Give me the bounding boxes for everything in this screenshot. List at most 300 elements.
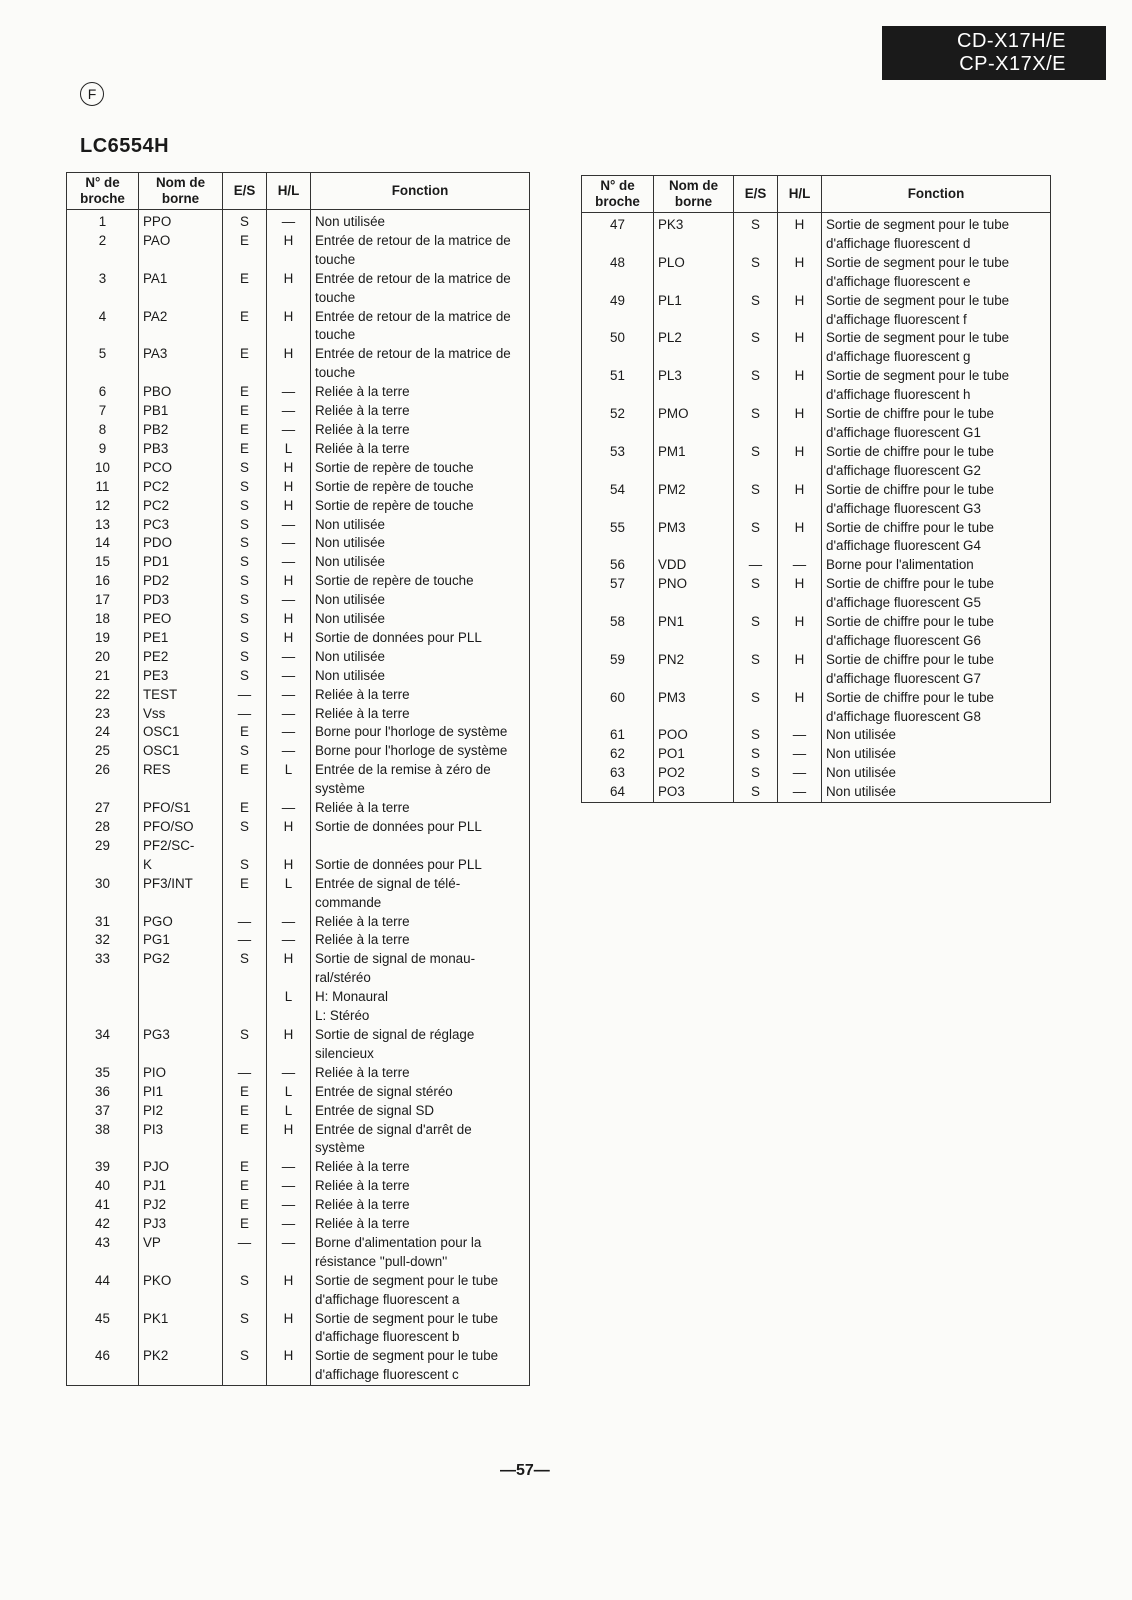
pin-name: PGO (139, 913, 223, 932)
pin-io: S (223, 818, 267, 837)
header-io: E/S (734, 176, 778, 213)
pin-io: S (734, 367, 778, 405)
pin-name: PMO (654, 405, 734, 443)
pin-name: PD1 (139, 553, 223, 572)
pin-function: Reliée à la terre (311, 705, 530, 724)
table-row (67, 1102, 530, 1121)
table-row (67, 497, 530, 516)
pin-hl: — (778, 783, 822, 802)
pin-number: 8 (67, 421, 139, 440)
pin-hl: H (778, 213, 822, 254)
pin-name: PDO (139, 534, 223, 553)
pin-hl: — (778, 726, 822, 745)
pin-hl: — (267, 913, 311, 932)
pin-io: S (734, 481, 778, 519)
pin-hl: — (267, 1215, 311, 1234)
pin-function: Sortie de repère de touche (311, 497, 530, 516)
pin-io: E (223, 402, 267, 421)
pin-number: 36 (67, 1083, 139, 1102)
pin-number: 64 (582, 783, 654, 802)
header-pin-no: N° de broche (67, 173, 139, 210)
pin-name: PN2 (654, 651, 734, 689)
table-row (67, 421, 530, 440)
pin-number: 32 (67, 931, 139, 950)
pin-io: S (734, 651, 778, 689)
pin-name: VDD (654, 556, 734, 575)
pin-function: Sortie de segment pour le tube d'affichage fluorescent g (822, 329, 1051, 367)
pin-io: S (223, 516, 267, 535)
table-row (67, 1064, 530, 1083)
pin-name: PEO (139, 610, 223, 629)
pin-io: E (223, 1083, 267, 1102)
pin-number: 41 (67, 1196, 139, 1215)
pin-io: E (223, 1102, 267, 1121)
pin-io: E (223, 383, 267, 402)
pin-hl: — (267, 553, 311, 572)
pin-function: Sortie de chiffre pour le tube d'affichage fluorescent G7 (822, 651, 1051, 689)
pin-number: 15 (67, 553, 139, 572)
pin-name: PG2 (139, 950, 223, 988)
pin-io: S (223, 497, 267, 516)
pin-number: 52 (582, 405, 654, 443)
pin-io: S (223, 742, 267, 761)
pin-function: Sortie de chiffre pour le tube d'affichage fluorescent G4 (822, 519, 1051, 557)
pin-function: Entrée de signal stéréo (311, 1083, 530, 1102)
table-row (67, 402, 530, 421)
pin-name: OSC1 (139, 723, 223, 742)
pin-name: PF2/SC- (139, 837, 223, 856)
pin-io: S (223, 856, 267, 875)
table-row (67, 1347, 530, 1385)
pin-io: S (223, 648, 267, 667)
pin-number: 34 (67, 1026, 139, 1064)
pin-number: 13 (67, 516, 139, 535)
table-row (67, 210, 530, 232)
pin-name: PM3 (654, 689, 734, 727)
pin-number: 39 (67, 1158, 139, 1177)
header-hl: H/L (778, 176, 822, 213)
pin-io: S (223, 553, 267, 572)
pin-name: PM3 (654, 519, 734, 557)
pin-function: Sortie de chiffre pour le tube d'affichage fluorescent G8 (822, 689, 1051, 727)
pin-number: 19 (67, 629, 139, 648)
pin-io: S (223, 1272, 267, 1310)
table-row (582, 783, 1051, 802)
pin-number: 53 (582, 443, 654, 481)
pin-hl: — (267, 402, 311, 421)
table-row (67, 818, 530, 837)
table-row (67, 648, 530, 667)
pin-hl: — (267, 1234, 311, 1272)
pin-function: Non utilisée (311, 648, 530, 667)
pin-hl: H (778, 519, 822, 557)
pin-number: 16 (67, 572, 139, 591)
pin-hl: H (778, 575, 822, 613)
table-row (582, 292, 1051, 330)
pin-hl: H (267, 1026, 311, 1064)
pin-hl: H (267, 1272, 311, 1310)
pin-function: H: Monaural (311, 988, 530, 1007)
pin-name: PA1 (139, 270, 223, 308)
pin-hl: — (267, 534, 311, 553)
pin-number: 1 (67, 210, 139, 232)
table-row (67, 440, 530, 459)
pin-function: Sortie de données pour PLL (311, 818, 530, 837)
table-row (582, 689, 1051, 727)
pin-name: PI2 (139, 1102, 223, 1121)
pin-hl: H (778, 689, 822, 727)
pin-hl: L (267, 761, 311, 799)
pin-name: PC2 (139, 478, 223, 497)
pin-io: S (734, 783, 778, 802)
pin-io: E (223, 875, 267, 913)
pin-hl: H (267, 629, 311, 648)
pin-name: PO3 (654, 783, 734, 802)
table-row (67, 1196, 530, 1215)
pin-hl: — (778, 764, 822, 783)
pin-number: 4 (67, 308, 139, 346)
pin-number: 7 (67, 402, 139, 421)
table-row (582, 329, 1051, 367)
pin-number: 38 (67, 1121, 139, 1159)
pin-number: 45 (67, 1310, 139, 1348)
table-row (67, 345, 530, 383)
pin-io: S (734, 292, 778, 330)
pin-number: 44 (67, 1272, 139, 1310)
pin-number: 35 (67, 1064, 139, 1083)
header-pin-no: N° de broche (582, 176, 654, 213)
pin-hl: — (267, 1158, 311, 1177)
pin-hl: H (778, 481, 822, 519)
pin-function: Sortie de segment pour le tube d'affichage fluorescent b (311, 1310, 530, 1348)
pin-number: 29 (67, 837, 139, 856)
pin-io: — (223, 1064, 267, 1083)
table-row (67, 837, 530, 856)
pin-io: — (223, 1234, 267, 1272)
pin-io: E (223, 345, 267, 383)
pin-name: PCO (139, 459, 223, 478)
pin-function: Sortie de repère de touche (311, 478, 530, 497)
pin-table-right (581, 175, 1051, 803)
header-function: Fonction (822, 176, 1051, 213)
pin-io: E (223, 1158, 267, 1177)
pin-hl: — (267, 383, 311, 402)
pin-io (223, 1007, 267, 1026)
pin-number: 20 (67, 648, 139, 667)
page-number: —57— (500, 1462, 550, 1479)
pin-hl: — (267, 705, 311, 724)
pin-io: — (223, 705, 267, 724)
pin-name: PLO (654, 254, 734, 292)
table-row (582, 651, 1051, 689)
table-row (67, 761, 530, 799)
pin-function: Non utilisée (822, 726, 1051, 745)
table-header-row (67, 173, 530, 210)
pin-hl: H (778, 443, 822, 481)
pin-number: 12 (67, 497, 139, 516)
chip-title: LC6554H (80, 135, 170, 157)
pin-function: Non utilisée (311, 610, 530, 629)
pin-io: S (734, 613, 778, 651)
pin-name: PJO (139, 1158, 223, 1177)
pin-hl: H (267, 1347, 311, 1385)
table-row (67, 591, 530, 610)
pin-name: PM2 (654, 481, 734, 519)
pin-function: Sortie de segment pour le tube d'affichage fluorescent f (822, 292, 1051, 330)
pin-function: Reliée à la terre (311, 421, 530, 440)
pin-table-right-body (582, 213, 1051, 803)
table-row (67, 516, 530, 535)
pin-hl: — (267, 799, 311, 818)
pin-name: K (139, 856, 223, 875)
pin-io: — (223, 913, 267, 932)
pin-hl: L (267, 1083, 311, 1102)
pin-number: 62 (582, 745, 654, 764)
pin-hl: H (267, 1310, 311, 1348)
table-row (67, 1310, 530, 1348)
pin-hl: H (778, 651, 822, 689)
pin-number (67, 856, 139, 875)
pin-hl: — (267, 931, 311, 950)
pin-number: 6 (67, 383, 139, 402)
pin-io: S (223, 667, 267, 686)
pin-number: 28 (67, 818, 139, 837)
pin-name: TEST (139, 686, 223, 705)
pin-io: S (734, 575, 778, 613)
pin-name: PK2 (139, 1347, 223, 1385)
pin-function: Non utilisée (311, 553, 530, 572)
pin-hl: — (267, 1064, 311, 1083)
pin-io: E (223, 270, 267, 308)
pin-function: Entrée de signal SD (311, 1102, 530, 1121)
pin-function: Reliée à la terre (311, 931, 530, 950)
pin-function: Borne d'alimentation pour la résistance ''pull-down'' (311, 1234, 530, 1272)
table-row (67, 742, 530, 761)
pin-function: Non utilisée (311, 516, 530, 535)
pin-name: PFO/SO (139, 818, 223, 837)
pin-name: RES (139, 761, 223, 799)
pin-number: 21 (67, 667, 139, 686)
header-pin-name: Nom de borne (139, 173, 223, 210)
pin-function: Non utilisée (822, 764, 1051, 783)
table-header-row (582, 176, 1051, 213)
pin-hl: H (267, 270, 311, 308)
pin-number: 49 (582, 292, 654, 330)
pin-hl: H (267, 572, 311, 591)
pin-hl: — (267, 667, 311, 686)
pin-number: 50 (582, 329, 654, 367)
pin-hl (267, 837, 311, 856)
pin-io (223, 988, 267, 1007)
table-row (67, 1177, 530, 1196)
pin-name (139, 988, 223, 1007)
pin-io: S (223, 210, 267, 232)
pin-hl: — (778, 556, 822, 575)
pin-number: 17 (67, 591, 139, 610)
pin-io: S (223, 591, 267, 610)
pin-function: Non utilisée (311, 210, 530, 232)
pin-name: PN1 (654, 613, 734, 651)
pin-number: 25 (67, 742, 139, 761)
table-row (67, 686, 530, 705)
table-row (582, 213, 1051, 254)
pin-hl: — (778, 745, 822, 764)
table-row (582, 556, 1051, 575)
pin-function: Sortie de chiffre pour le tube d'affichage fluorescent G2 (822, 443, 1051, 481)
pin-name: PG1 (139, 931, 223, 950)
pin-name: PI1 (139, 1083, 223, 1102)
table-row (67, 572, 530, 591)
pin-name: PG3 (139, 1026, 223, 1064)
pin-function: Borne pour l'horloge de système (311, 723, 530, 742)
pin-number: 5 (67, 345, 139, 383)
pin-number: 48 (582, 254, 654, 292)
pin-name: Vss (139, 705, 223, 724)
table-row (67, 1234, 530, 1272)
pin-function: Reliée à la terre (311, 383, 530, 402)
pin-function: Sortie de chiffre pour le tube d'affichage fluorescent G1 (822, 405, 1051, 443)
table-row (582, 745, 1051, 764)
pin-io: E (223, 761, 267, 799)
pin-number: 31 (67, 913, 139, 932)
pin-hl: H (778, 405, 822, 443)
pin-io: S (734, 213, 778, 254)
table-row (67, 270, 530, 308)
pin-number: 56 (582, 556, 654, 575)
pin-number: 58 (582, 613, 654, 651)
pin-function: Sortie de segment pour le tube d'affichage fluorescent e (822, 254, 1051, 292)
pin-name: PO2 (654, 764, 734, 783)
table-row (582, 405, 1051, 443)
pin-function (311, 837, 530, 856)
pin-hl: H (267, 1121, 311, 1159)
pin-name: PC3 (139, 516, 223, 535)
pin-hl: L (267, 1102, 311, 1121)
pin-hl: — (267, 516, 311, 535)
pin-number: 54 (582, 481, 654, 519)
pin-hl: — (267, 1196, 311, 1215)
pin-name: PE1 (139, 629, 223, 648)
table-row (67, 383, 530, 402)
pin-io: E (223, 1121, 267, 1159)
pin-hl: L (267, 875, 311, 913)
pin-function: Entrée de signal d'arrêt de système (311, 1121, 530, 1159)
pin-function: Sortie de segment pour le tube d'affichage fluorescent a (311, 1272, 530, 1310)
pin-number: 51 (582, 367, 654, 405)
pin-io: S (223, 610, 267, 629)
pin-hl: H (267, 856, 311, 875)
pin-function: Reliée à la terre (311, 440, 530, 459)
pin-function: Reliée à la terre (311, 1064, 530, 1083)
table-row (582, 519, 1051, 557)
table-row (582, 443, 1051, 481)
pin-hl: H (267, 818, 311, 837)
pin-function: Sortie de segment pour le tube d'affichage fluorescent d (822, 213, 1051, 254)
pin-name: PB2 (139, 421, 223, 440)
pin-number: 10 (67, 459, 139, 478)
pin-function: Entrée de retour de la matrice de touche (311, 345, 530, 383)
pin-name: PL2 (654, 329, 734, 367)
pin-function: Non utilisée (311, 591, 530, 610)
pin-function: Sortie de segment pour le tube d'affichage fluorescent h (822, 367, 1051, 405)
header-pin-name: Nom de borne (654, 176, 734, 213)
pin-io: S (734, 764, 778, 783)
pin-io: S (223, 950, 267, 988)
pin-io: E (223, 232, 267, 270)
table-row (67, 931, 530, 950)
pin-function: Sortie de segment pour le tube d'affichage fluorescent c (311, 1347, 530, 1385)
pin-io: S (734, 329, 778, 367)
pin-name: PF3/INT (139, 875, 223, 913)
pin-number: 3 (67, 270, 139, 308)
pin-number: 55 (582, 519, 654, 557)
pin-name: PK1 (139, 1310, 223, 1348)
pin-function: Sortie de repère de touche (311, 459, 530, 478)
model-line-1: CD-X17H/E (957, 30, 1066, 52)
pin-name: POO (654, 726, 734, 745)
table-row (67, 308, 530, 346)
pin-io: E (223, 723, 267, 742)
pin-io: S (734, 745, 778, 764)
pin-io: S (223, 1310, 267, 1348)
table-row (67, 799, 530, 818)
pin-number: 59 (582, 651, 654, 689)
table-row (582, 575, 1051, 613)
table-row (67, 610, 530, 629)
pin-function: Entrée de retour de la matrice de touche (311, 232, 530, 270)
table-row (582, 613, 1051, 651)
pin-io: S (734, 519, 778, 557)
pin-name: PO1 (654, 745, 734, 764)
pin-io: S (734, 254, 778, 292)
pin-number: 9 (67, 440, 139, 459)
pin-name: PB1 (139, 402, 223, 421)
table-row (67, 553, 530, 572)
pin-function: Reliée à la terre (311, 1158, 530, 1177)
pin-name: VP (139, 1234, 223, 1272)
table-row (67, 705, 530, 724)
pin-number: 37 (67, 1102, 139, 1121)
pin-number: 61 (582, 726, 654, 745)
pin-function: Non utilisée (311, 534, 530, 553)
pin-name: PD3 (139, 591, 223, 610)
pin-number: 22 (67, 686, 139, 705)
pin-number: 43 (67, 1234, 139, 1272)
table-row (67, 1007, 530, 1026)
pin-io: S (734, 405, 778, 443)
pin-function: Sortie de chiffre pour le tube d'affichage fluorescent G6 (822, 613, 1051, 651)
table-row (67, 1215, 530, 1234)
pin-io: — (734, 556, 778, 575)
pin-number: 14 (67, 534, 139, 553)
table-row (582, 254, 1051, 292)
pin-function: Borne pour l'horloge de système (311, 742, 530, 761)
pin-function: Borne pour l'alimentation (822, 556, 1051, 575)
pin-hl: — (267, 1177, 311, 1196)
section-mark: F (80, 82, 104, 106)
table-row (582, 481, 1051, 519)
pin-io: E (223, 1196, 267, 1215)
table-row (67, 1121, 530, 1159)
pin-name: PA3 (139, 345, 223, 383)
pin-name: PI3 (139, 1121, 223, 1159)
pin-io: S (223, 572, 267, 591)
pin-number: 63 (582, 764, 654, 783)
pin-name: OSC1 (139, 742, 223, 761)
header-io: E/S (223, 173, 267, 210)
table-row (67, 232, 530, 270)
pin-number: 47 (582, 213, 654, 254)
